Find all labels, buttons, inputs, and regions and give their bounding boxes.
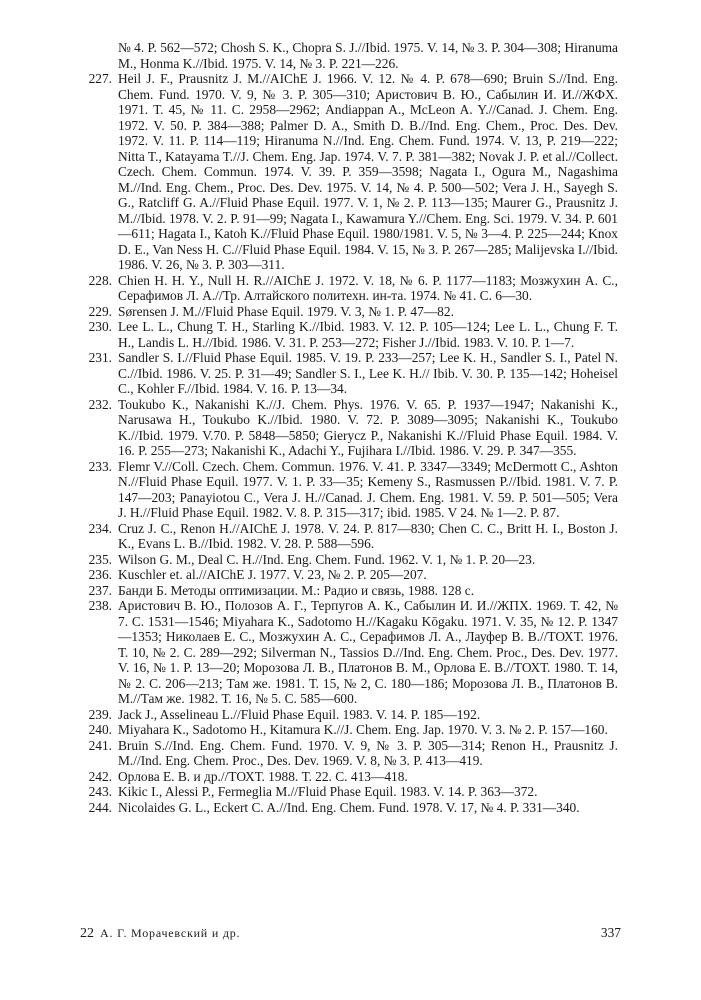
reference-item (82, 567, 618, 583)
reference-item (82, 319, 618, 350)
reference-number: 240. (88, 722, 112, 737)
reference-number: 238. (88, 598, 112, 613)
reference-number: 231. (88, 350, 112, 365)
reference-item (82, 40, 618, 71)
signature-number: 22 (80, 926, 94, 941)
reference-number: 233. (88, 458, 112, 474)
reference-item (82, 784, 618, 800)
reference-text: Аристович В. Ю., Полозов А. Г., Терпугов А. К., Сабылин И. И.//ЖПХ. 1969. Т. 42, № 7. С. 1531—1546; Miyahara K., Sadotomo H.//Kagaku Kōgaku. 1971. V. 35, № 12. P. 1347—1353; Николаев Е. С., Мозжухин А. С., Серафимов Л. А., Лауфер В. В.//ТОХТ. 1976. Т. 10, № 2. С. 289—292; Silverman N., Tassios D.//Ind. Eng. Chem. Proc., Des. Dev. 1977. V. 16, № 1. P. 13—20; Морозова Л. В., Платонов В. М., Орлова Е. В.//ТОХТ. 1980. Т. 14, № 2. С. 206—213; Там же. 1981. Т. 15, № 2, С. 180—186; Морозова Л. В., Платонов В. М.//Там же. 1982. Т. 16, № 5. С. 585—600. (118, 598, 618, 706)
reference-item (82, 583, 618, 599)
reference-text: Sandler S. I.//Fluid Phase Equil. 1985. V. 19. P. 233—257; Lee K. H., Sandler S. I., Patel N. C.//Ibid. 1986. V. 25. P. 31—49; Sandler S. I., Lee K. H.// Ibib. V. 30. P. 135—142; Hoheisel C., Kohler F.//Ibid. 1984. V. 16. P. 13—34. (118, 350, 618, 396)
reference-item (82, 273, 618, 304)
reference-item (82, 552, 618, 568)
reference-number: 232. (88, 396, 112, 412)
reference-item (82, 738, 618, 769)
reference-text: Sørensen J. M.//Fluid Phase Equil. 1979. V. 3, № 1. P. 47—82. (118, 303, 454, 319)
signature-text: А. Г. Морачевский и др. (100, 926, 241, 940)
reference-number: 241. (88, 737, 112, 753)
reference-item (82, 459, 618, 521)
reference-text: Miyahara K., Sadotomo H., Kitamura K.//J. Chem. Eng. Jap. 1970. V. 3. № 2. P. 157—160. (118, 722, 608, 737)
page-number: 337 (600, 925, 621, 940)
reference-item (82, 722, 618, 738)
signature-mark (80, 925, 240, 942)
page-footer (80, 925, 621, 945)
reference-text: Toukubo K., Nakanishi K.//J. Chem. Phys. 1976. V. 65. P. 1937—1947; Nakanishi K., Narusawa H., Toukubo K.//Ibid. 1980. V. 72. P. 3089—3095; Nakanishi K., Toukubo K.//Ibid. 1979. V.70. P. 5848—5850; Gierycz P., Nakanishi K.//Fluid Phase Equil. 1984. V. 16. P. 255—273; Nakanishi K., Adachi Y., Fujihara I.//Ibid. 1986. V. 29. P. 347—355. (118, 396, 618, 458)
reference-item (82, 521, 618, 552)
reference-text: Cruz J. C., Renon H.//AIChE J. 1978. V. 24. P. 817—830; Chen C. C., Britt H. I., Boston J. K., Evans L. B.//Ibid. 1982. V. 28. P. 588—596. (118, 520, 618, 551)
reference-number: 242. (88, 768, 112, 784)
reference-text: Flemr V.//Coll. Czech. Chem. Commun. 1976. V. 41. P. 3347—3349; McDermott C., Ashton N.//Fluid Phase Equil. 1977. V. 1. P. 33—35; Kemeny S., Rasmussen P.//Ibid. 1981. V. 7. P. 147—203; Panayiotou C., Vera J. H.//Canad. J. Chem. Eng. 1981. V. 59. P. 501—505; Vera J. H.//Fluid Phase Equil. 1982. V. 8. P. 315—317; ibid. 1985. V 24. № 1—2. P. 87. (118, 458, 618, 520)
reference-text: Chien H. H. Y., Null H. R.//AIChE J. 1972. V. 18, № 6. P. 1177—1183; Мозжухин А. С., Серафимов Л. А.//Тр. Алтайского политехн. ин-та. 1974. № 41. С. 6—30. (118, 272, 618, 303)
reference-text: Банди Б. Методы оптимизации. М.: Радио и связь, 1988. 128 с. (118, 582, 475, 598)
reference-item (82, 304, 618, 320)
reference-number: 227. (88, 71, 112, 86)
reference-text: Nicolaides G. L., Eckert C. A.//Ind. Eng. Chem. Fund. 1978. V. 17, № 4. P. 331—340. (118, 799, 580, 815)
reference-number: 239. (88, 706, 112, 722)
reference-number: 235. (88, 551, 112, 567)
reference-text: Wilson G. M., Deal C. H.//Ind. Eng. Chem. Fund. 1962. V. 1, № 1. P. 20—23. (118, 551, 536, 567)
reference-number: 228. (88, 272, 112, 288)
reference-number: 234. (88, 520, 112, 536)
reference-item (82, 397, 618, 459)
reference-number: 230. (88, 319, 112, 334)
reference-text: Орлова Е. В. и др.//ТОХТ. 1988. Т. 22. С. 413—418. (118, 768, 408, 784)
reference-text: № 4. P. 562—572; Chosh S. K., Chopra S. J.//Ibid. 1975. V. 14, № 3. P. 304—308; Hiranuma M., Honma K.//Ibid. 1975. V. 14, № 3. P. 221—226. (118, 40, 618, 71)
reference-text: Heil J. F., Prausnitz J. M.//AIChE J. 1966. V. 12. № 4. P. 678—690; Bruin S.//Ind. Eng. Chem. Fund. 1970. V. 9, № 3. P. 305—310; Аристович В. Ю., Сабылин И. И.//ЖФХ. 1971. Т. 45, № 11. С. 2958—2962; Andiappan A., McLeon A. Y.//Canad. J. Chem. Eng. 1972. V. 50. P. 384—388; Palmer D. A., Smith D. B.//Ind. Eng. Chem., Proc. Des. Dev. 1972. V. 11. P. 114—119; Hiranuma N.//Ind. Eng. Chem. Fund. 1974. V. 13, P. 219—222; Nitta T., Katayama T.//J. Chem. Eng. Jap. 1974. V. 7. P. 381—382; Novak J. P. et al.//Collect. Czech. Chem. Commun. 1974. V. 39. P. 359—3598; Nagata I., Ogura M., Nagashima M.//Ind. Eng. Chem., Proc. Des. Dev. 1975. V. 14, № 4. P. 500—502; Vera J. H., Sayegh S. G., Ratcliff G. A.//Fluid Phase Equil. 1977. V. 1, № 2. P. 113—135; Maurer G., Prausnitz J. M.//Ibid. 1978. V. 2. P. 91—99; Nagata I., Kawamura Y.//Chem. Eng. Sci. 1979. V. 34. P. 601—611; Hagata I., Katoh K.//Fluid Phase Equil. 1980/1981. V. 5, № 3—4. P. 225—244; Knox D. E., Van Ness H. C.//Fluid Phase Equil. 1984. V. 15, № 3. P. 267—285; Malijevska I.//Ibid. 1986. V. 26, № 3. P. 303—311. (118, 71, 618, 272)
reference-number: 236. (88, 567, 112, 582)
reference-number: 229. (88, 303, 112, 319)
reference-item (82, 769, 618, 785)
reference-text: Jack J., Asselineau L.//Fluid Phase Equil. 1983. V. 14. P. 185—192. (118, 706, 481, 722)
reference-text: Bruin S.//Ind. Eng. Chem. Fund. 1970. V. 9, № 3. P. 305—314; Renon H., Prausnitz J. M.//Ind. Eng. Chem. Proc., Des. Dev. 1969. V. 8, № 3. P. 413—419. (118, 737, 618, 768)
reference-item (82, 598, 618, 707)
reference-item (82, 350, 618, 397)
reference-item (82, 800, 618, 816)
reference-number: 237. (88, 582, 112, 598)
reference-item (82, 71, 618, 273)
reference-item (82, 707, 618, 723)
reference-text: Lee L. L., Chung T. H., Starling K.//Ibid. 1983. V. 12. P. 105—124; Lee L. L., Chung F. T. H., Landis L. H.//Ibid. 1986. V. 31. P. 253—272; Fisher J.//Ibid. 1983. V. 10. P. 1—7. (118, 319, 618, 350)
reference-text: Kuschler et. al.//AIChE J. 1977. V. 23, № 2. P. 205—207. (118, 567, 427, 582)
reference-text: Kikic I., Alessi P., Fermeglia M.//Fluid Phase Equil. 1983. V. 14. P. 363—372. (118, 784, 538, 799)
reference-number: 243. (88, 784, 112, 799)
reference-list (82, 40, 618, 815)
reference-number: 244. (88, 799, 112, 815)
